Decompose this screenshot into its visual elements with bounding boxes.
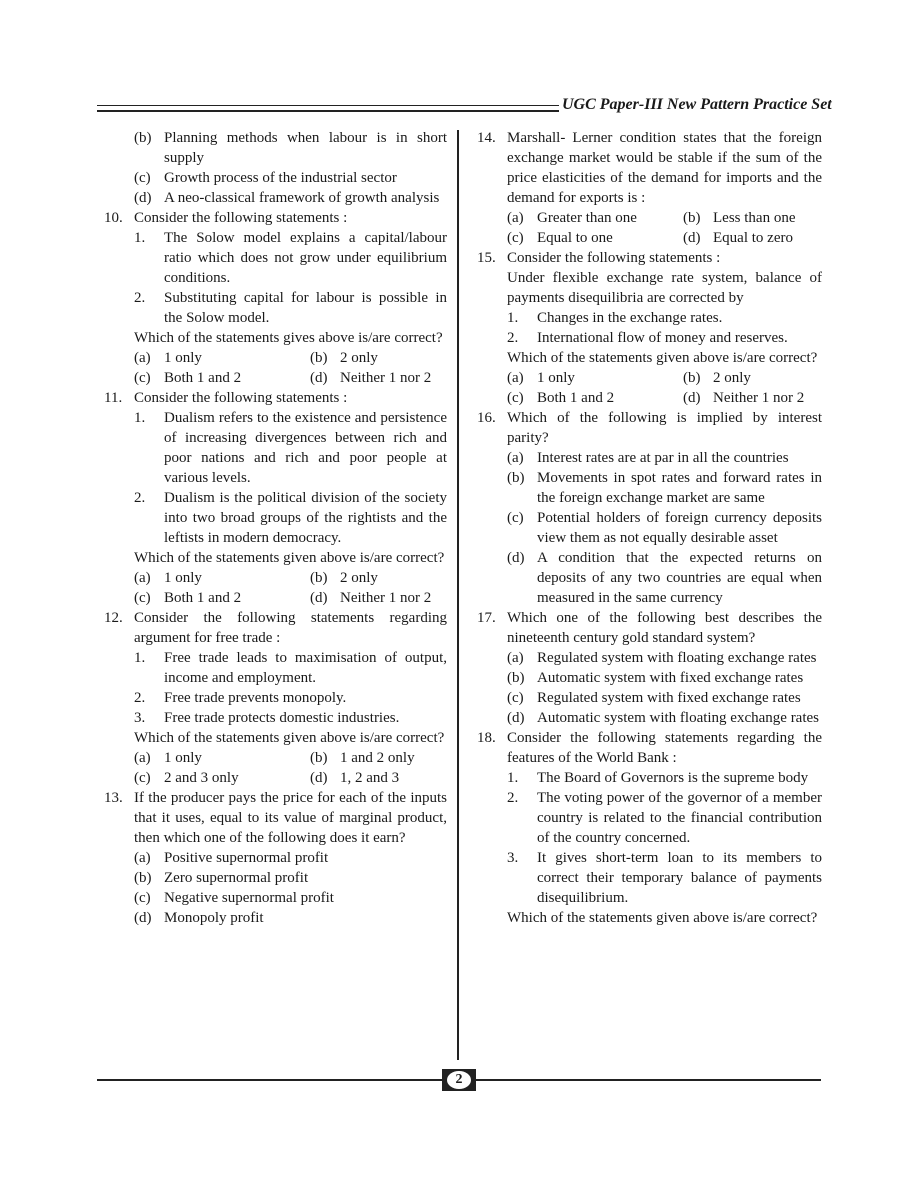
question-number: 17. [477,610,496,626]
option-label: (b) [507,470,525,486]
option-text: Potential holders of foreign currency deposits view them as not equally desirable asset [537,510,822,546]
answer-option [134,568,310,588]
statement-text: Substituting capital for labour is possible in the Solow model. [164,290,447,326]
question-number: 12. [104,610,123,626]
question-stem: Marshall- Lerner condition states that the foreign exchange market would be stable if the sum of the price elasticities of the demand for imports and the demand for exports is : [507,130,822,206]
statement [134,488,447,548]
question-followup: Which of the statements given above is/are correct? [134,730,445,746]
option-label: (a) [507,650,524,666]
statement-text: It gives short-term loan to its members to correct their temporary balance of payments disequilibrium. [537,850,822,906]
option-text: 2 only [340,570,378,586]
answer-option [134,348,310,368]
option-text: Movements in spot rates and forward rates in the foreign exchange market are same [537,470,822,506]
question [104,208,447,388]
answer-option [507,648,822,668]
question [477,248,822,408]
statement-text: Free trade leads to maximisation of output, income and employment. [164,650,447,686]
answer-option [507,548,822,608]
option-text: Growth process of the industrial sector [164,170,397,186]
statement-text: The voting power of the governor of a member country is related to the financial contribution of the country concerned. [537,790,822,846]
answer-option [134,128,447,168]
option-label: (d) [507,710,525,726]
options-grid [134,348,447,388]
question-followup: Which of the statements given above is/are correct? [507,350,818,366]
option-label: (c) [507,390,524,406]
option-label: (b) [134,130,152,146]
option-label: (d) [310,590,328,606]
answer-option [310,348,447,368]
answer-option [507,228,683,248]
statement-text: The Board of Governors is the supreme body [537,770,809,786]
option-label: (d) [683,230,701,246]
option-text: A neo-classical framework of growth analysis [164,190,440,206]
option-label: (c) [134,370,151,386]
answer-option [507,448,822,468]
option-label: (c) [134,170,151,186]
option-text: Automatic system with floating exchange rates [537,710,820,726]
option-text: Automatic system with fixed exchange rates [537,670,804,686]
statement-text: The Solow model explains a capital/labour ratio which does not grow under equilibrium conditions. [164,230,447,286]
answer-option [310,768,447,788]
question-stem: Which of the following is implied by interest parity? [507,410,822,446]
question-stem: If the producer pays the price for each of the inputs that it uses, equal to its value of marginal product, then which one of the following does it earn? [134,790,447,846]
option-label: (b) [134,870,152,886]
option-label: (a) [507,210,524,226]
statement-number: 2. [134,290,146,306]
answer-option [134,868,447,888]
column-divider [457,130,459,1060]
statement-number: 2. [507,790,519,806]
option-label: (b) [507,670,525,686]
options-grid [134,568,447,608]
statement-text: Free trade protects domestic industries. [164,710,400,726]
option-text: Monopoly profit [164,910,264,926]
option-text: 1 only [537,370,575,386]
option-text: Neither 1 nor 2 [340,370,432,386]
question-followup: Which of the statements given above is/are correct? [134,550,445,566]
option-label: (d) [310,370,328,386]
header-rule-thick [97,110,559,112]
page-number: 2 [447,1071,471,1089]
option-label: (b) [683,370,701,386]
question-stem: Under flexible exchange rate system, balance of payments disequilibria are corrected by [507,270,822,306]
statement-text: International flow of money and reserves. [537,330,788,346]
option-text: Both 1 and 2 [164,370,242,386]
answer-option [310,748,447,768]
option-label: (c) [134,590,151,606]
option-label: (c) [134,770,151,786]
option-text: Both 1 and 2 [537,390,615,406]
statement [507,328,822,348]
option-text: 1 only [164,570,202,586]
option-label: (b) [310,750,328,766]
option-text: Equal to zero [713,230,793,246]
question-stem: Which one of the following best describes the nineteenth century gold standard system? [507,610,822,646]
option-label: (d) [310,770,328,786]
statement [507,308,822,328]
option-label: (a) [134,350,151,366]
option-text: A condition that the expected returns on deposits of any two countries are equal when measured in the same currency [537,550,822,606]
option-label: (a) [134,570,151,586]
option-label: (a) [507,370,524,386]
question [477,608,822,728]
question [104,128,447,208]
answer-option [134,588,310,608]
option-text: Interest rates are at par in all the countries [537,450,789,466]
statement-text: Changes in the exchange rates. [537,310,723,326]
option-label: (a) [507,450,524,466]
statement [134,708,447,728]
answer-option [134,748,310,768]
statement-text: Dualism refers to the existence and persistence of increasing divergences between rich and poor nations and rich and poor people at various levels. [164,410,447,486]
question-number: 14. [477,130,496,146]
option-label: (c) [507,690,524,706]
answer-option [134,888,447,908]
option-text: 2 and 3 only [164,770,239,786]
options-grid [507,368,822,408]
question-number: 13. [104,790,123,806]
statement-number: 1. [507,310,519,326]
statement-text: Free trade prevents monopoly. [164,690,347,706]
question-number: 18. [477,730,496,746]
option-label: (c) [507,510,524,526]
statement-number: 2. [507,330,519,346]
question-stem: Consider the following statements : [507,250,721,266]
question-followup: Which of the statements given above is/are correct? [507,910,818,926]
option-label: (b) [310,350,328,366]
answer-option [310,568,447,588]
right-column [477,128,822,928]
question-number: 16. [477,410,496,426]
question [104,788,447,928]
option-text: 2 only [340,350,378,366]
statement [134,288,447,328]
left-column [104,128,447,928]
option-label: (b) [683,210,701,226]
option-text: Greater than one [537,210,637,226]
answer-option [134,768,310,788]
statement [134,408,447,488]
answer-option [683,208,822,228]
answer-option [134,848,447,868]
option-label: (c) [134,890,151,906]
statement-number: 1. [134,230,146,246]
question-number: 11. [104,390,123,406]
option-label: (c) [507,230,524,246]
question-number: 15. [477,250,496,266]
option-text: Regulated system with fixed exchange rates [537,690,801,706]
answer-option [507,508,822,548]
answer-option [507,668,822,688]
question-stem: Consider the following statements regarding argument for free trade : [134,610,447,646]
option-text: 2 only [713,370,751,386]
header-rule-thin [97,105,559,106]
question-stem: Consider the following statements regarding the features of the World Bank : [507,730,822,766]
option-text: 1 only [164,750,202,766]
question-followup: Which of the statements gives above is/are correct? [134,330,443,346]
answer-option [134,368,310,388]
answer-option [507,368,683,388]
statement [134,648,447,688]
answer-option [310,368,447,388]
question [477,408,822,608]
statement-text: Dualism is the political division of the society into two broad groups of the rightists and the leftists in modern democracy. [164,490,447,546]
running-header-title: UGC Paper-III New Pattern Practice Set [562,96,832,113]
option-label: (a) [134,750,151,766]
question-number: 10. [104,210,123,226]
answer-option [134,188,447,208]
statement-number: 3. [507,850,519,866]
answer-option [683,368,822,388]
option-label: (d) [507,550,525,566]
statement-number: 3. [134,710,146,726]
answer-option [507,688,822,708]
option-text: Positive supernormal profit [164,850,329,866]
option-text: Less than one [713,210,796,226]
statement [134,688,447,708]
question-stem: Consider the following statements : [134,390,348,406]
answer-option [134,908,447,928]
question-stem: Consider the following statements : [134,210,348,226]
question [104,388,447,608]
options-grid [507,208,822,248]
answer-option [683,228,822,248]
statement-number: 2. [134,690,146,706]
option-text: Neither 1 nor 2 [340,590,432,606]
options-grid [134,748,447,788]
option-text: 1 and 2 only [340,750,415,766]
option-label: (d) [134,190,152,206]
option-text: Zero supernormal profit [164,870,309,886]
answer-option [134,168,447,188]
answer-option [310,588,447,608]
answer-option [507,708,822,728]
statement [134,228,447,288]
answer-option [507,468,822,508]
statement-number: 1. [134,650,146,666]
statement-number: 1. [507,770,519,786]
question [104,608,447,788]
option-text: Neither 1 nor 2 [713,390,805,406]
option-label: (d) [134,910,152,926]
option-text: Equal to one [537,230,613,246]
option-text: Regulated system with floating exchange rates [537,650,817,666]
option-label: (a) [134,850,151,866]
answer-option [683,388,822,408]
option-text: Both 1 and 2 [164,590,242,606]
answer-option [507,388,683,408]
statement [507,848,822,908]
statement-number: 2. [134,490,146,506]
answer-option [507,208,683,228]
statement [507,768,822,788]
statement-number: 1. [134,410,146,426]
option-text: 1 only [164,350,202,366]
option-text: 1, 2 and 3 [340,770,400,786]
option-text: Planning methods when labour is in short supply [164,130,447,166]
option-label: (d) [683,390,701,406]
question [477,128,822,248]
option-text: Negative supernormal profit [164,890,334,906]
option-label: (b) [310,570,328,586]
statement [507,788,822,848]
question [477,728,822,928]
